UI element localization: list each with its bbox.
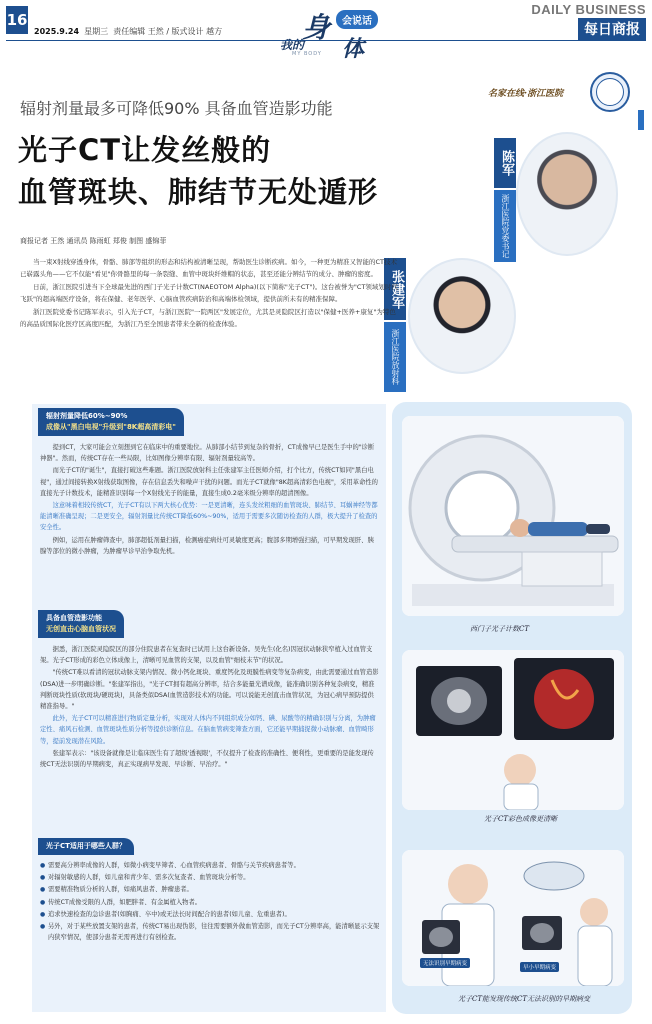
section-2-paragraph: 张建军表示："该设备就像是让临床医生有了超级'透视眼'，不仅提升了检查的准确性、便利性，更重要的是能发现传统CT无法识别的早期病变，真正实现病早发现、早诊断、早治疗。": [40, 749, 374, 769]
tag-early-lesion: 早小早期病变: [520, 962, 559, 972]
subtitle: 辐射剂量最多可降低90% 具备血管造影功能: [20, 99, 333, 118]
issue-editors: 责任编辑 王然 / 版式设计 越方: [113, 27, 223, 36]
color-imaging-drawing: [402, 650, 624, 810]
headline-line-2: 血管斑块、肺结节无处遁形: [18, 175, 379, 209]
audience-bullet: ● 追求快速检查的急诊患者(如胸痛、卒中)或无法长时间配合的患者(如儿童、危重患者)。: [40, 909, 380, 920]
issue-weekday: 星期三: [84, 27, 109, 36]
intro-paragraph: 浙江医院党委书记陈军表示，引入光子CT，与浙江医院"一院两区"发展定位，尤其是灵隐院区打造以"保健+医养+康复"为特色的高品质国际化医疗区高度匹配，为浙江乃至全国患者带来全新的检查体验。: [20, 308, 396, 328]
column-logo-char-1: 身: [302, 11, 331, 44]
intro-paragraph: 当一束X射线穿透身体，骨骼、肺部等组织的形态和结构被清晰呈现，帮助医生诊断疾病。如今，一种更为精准又智能的CT技术已崭露头角——它不仅能"看见"你骨骼里的每一条裂缝、血管中斑块纤维帽的状态，甚至还能分辨结节的成分、肿瘤的密度。: [20, 258, 397, 278]
section-2-body: [40, 644, 380, 771]
section-2-heading-line-2: 无创直击心脑血管状况: [46, 625, 116, 633]
section-1-heading: [38, 408, 184, 436]
paper-name-en: DAILY BUSINESS: [531, 2, 646, 17]
doctor-role-chen: 浙江医院党委书记: [494, 190, 516, 262]
ct-scanner-drawing: [402, 416, 624, 616]
caption-ct-scanner: 西门子光子计数CT: [470, 625, 530, 633]
section-1-paragraph: 这意味着相较传统CT，光子CT有以下两大核心优势：一是更清晰，连头发丝粗细的血管斑块、肺结节、耳蜗神经等都能清晰准确呈现；二是更安全，辐射剂量比传统CT降低60%~90%，适用于需要多次随访检查的人群，极大提升了检查的安全性。: [40, 502, 378, 532]
intro-paragraph: 日前，浙江医院引进当下全球最先进的西门子光子计数CT(NAEOTOM Alpha)(以下简称"光子CT")。这台被誉为"CT领域划时代飞跃"的超高端医疗设备，将在保健、老年医学、心脑血管疾病防治和高端体检领域，提供前所未有的精准保障。: [20, 283, 398, 303]
column-logo-char-2: 体: [342, 36, 365, 62]
section-3-body: [40, 860, 380, 944]
section-2-paragraph: "传统CT难以看清的冠状动脉支架内情况、微小钙化斑块、重度钙化及斑膜性病变等复杂病变，由此需要通过血管造影(DSA)进一步明确诊断。"张建军指出，"光子CT拥有超高分辨率，结合多能量光谱成像，能准确识别各种复杂病变，精准判断斑块性质(软斑块/硬斑块)，具备类似DSA(血管造影技术)的功能。可以说能无创直击血管状况，为冠心病早预防提供精准指导。": [40, 669, 379, 711]
headline-line-1: 光子CT让发丝般的: [18, 133, 272, 167]
issue-line: [34, 26, 222, 37]
tag-unidentifiable-lesion: 无法识别早期病变: [420, 958, 470, 968]
page-number: 16: [6, 6, 28, 34]
column-logo: [280, 4, 390, 60]
section-3-heading: [38, 838, 134, 855]
section-1-heading-line-1: 辐射剂量降低60%~90%: [46, 412, 128, 420]
audience-bullet: ● 另外，对于某些放置支架的患者，传统CT易出现伪影，往往需要额外做血管造影，而光子CT分辨率高，能清晰显示支架内狭窄情况，使部分患者无需再进行有创检查。: [40, 921, 380, 943]
hospital-seal-icon: [590, 72, 630, 112]
section-1-heading-line-2: 成像从"黑白电视"升级到"8K超高清彩电": [46, 423, 176, 431]
hospital-label: 名家在线·浙江医院: [488, 89, 564, 99]
audience-bullet: ● 需要精准物质分析的人群，如痛风患者、肿瘤患者。: [40, 884, 380, 895]
hospital-seal-inner: [596, 78, 624, 106]
edge-marker: [638, 110, 644, 130]
column-logo-en: MY BODY: [292, 51, 322, 57]
section-2-heading-line-1: 具备血管造影功能: [46, 614, 102, 622]
doctor-portrait-chen: [516, 132, 618, 256]
audience-bullet: ● 传统CT成像受限的人群，如肥胖者、有金属植入物者。: [40, 897, 380, 908]
section-3-heading-line-1: 光子CT适用于哪些人群？: [46, 842, 126, 850]
color-imaging-illustration: [402, 650, 624, 810]
section-2-heading: [38, 610, 124, 638]
section-2-paragraph: 据悉，浙江医院灵隐院区的部分住院患者在复查时已试用上这台新设备。吴先生(化名)因冠状动脉狭窄植入过血管支架。光子CT形成的彩色立体成像上，清晰可见血管的支架，以及血管"细枝末节"的状况。: [40, 646, 373, 665]
issue-date: 2025.9.24: [34, 27, 80, 36]
caption-early-detection: 光子CT能发现传统CT无法识别的早期病变: [458, 995, 591, 1003]
section-1-paragraph: 而光子CT的"诞生"，直接打破这些难题。浙江医院放射科主任张建军主任医师介绍，打个比方，传统CT如同"黑白电视"，通过间接转换X射线获取图像，存在信息丢失和噪声干扰的问题。而光子CT就像"8K超高清彩色电视"，采用革命性的直接光子计数技术，能精准识别每一个X射线光子的能量，直接生成0.2毫米级分辨率的超清图像。: [40, 467, 378, 497]
column-logo-prefix: 我的: [280, 38, 305, 52]
column-logo-bubble: 会说话: [336, 10, 378, 29]
doctor-role-zhang: 浙江医院放射科主任: [384, 322, 406, 392]
audience-bullet: ● 需要高分辨率成像的人群，如微小病变早筛者、心血管疾病患者、骨骼与关节疾病患者等。: [40, 860, 380, 871]
byline: 商报记者 王然 通讯员 陈雨虹 郑俊 制图 盛锦菲: [20, 237, 167, 245]
paper-name-cn: 每日商报: [578, 18, 646, 40]
section-1-paragraph: 例如，运用在肿瘤筛查中，肺部超低剂量扫描，检测癌症病灶可灵敏度更高；腹部多期增强扫描，可早期发现肝、胰腺等部位的微小肿瘤，为肿瘤早诊早治争取先机。: [40, 536, 374, 555]
caption-color-imaging: 光子CT彩色成像更清晰: [484, 815, 558, 823]
intro-text: [20, 256, 398, 331]
header-divider: [6, 40, 646, 41]
audience-bullet: ● 对辐射敏感的人群，如儿童和青少年、需多次复查者、血管斑块分析等。: [40, 872, 380, 883]
section-1-paragraph: 提到CT，大家可能会立刻想到它在临床中的重要地位。从肺部小结节到复杂的骨折，CT成像早已是医生手中的"诊断神器"。然而，传统CT存在一些局限，比如图像分辨率有限、辐射剂量较高等。: [40, 444, 375, 463]
doctor-name-chen: 陈军: [494, 138, 516, 188]
section-1-body: [40, 442, 380, 558]
ct-scanner-illustration: [402, 416, 624, 616]
doctor-portrait-zhang: [408, 258, 516, 374]
section-2-paragraph: 此外，光子CT可以精准进行物质定量分析，实现对人体内不同组织成分如钙、碘、尿酸等的精确识别与分离，为肿瘤定性、痛风石检测、血管斑块性质分析等提供诊断信息。在脑血管病变筛查方面，它还能早期捕捉微小动脉瘤、血管畸形等，提前发现潜在风险。: [40, 715, 376, 745]
doctor-name-zhang: 张建军: [384, 258, 406, 320]
